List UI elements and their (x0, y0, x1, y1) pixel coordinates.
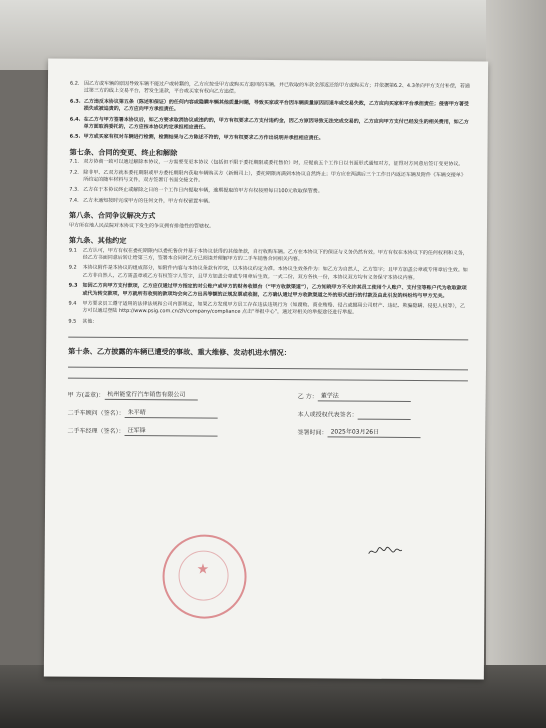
agent-value: 朱平晴 (125, 409, 218, 418)
clause-number: 9.5 (68, 318, 77, 325)
clause-text: 双方协商一致可以通过解除本协议，一方需要变更本协议（包括但不限于委托期限或委托售价）时，应提前五个工作日以书面形式通知对方，征得对方同意后签订变更协议。 (83, 158, 464, 168)
date-label: 签署时间： (297, 429, 328, 437)
clause-number: 6.4. (69, 116, 81, 123)
clause-text: 乙方在于本协议终止或解除之日的一个工作日内提取车辆，逾期提取的甲方有权按照每日100元收取保管费。 (83, 187, 323, 195)
representative-row (298, 407, 468, 420)
background-right (486, 0, 546, 728)
clause-text: 其他： (82, 318, 98, 325)
date-row (298, 425, 468, 438)
clause (69, 265, 469, 283)
clause-number: 7.2. (69, 169, 79, 176)
seal-star-icon: ★ (196, 561, 210, 578)
contract-body (67, 81, 470, 444)
clause-number: 7.4. (69, 197, 79, 204)
agent-label: 二手车顾问（签名）： (67, 409, 125, 418)
clause (68, 283, 468, 301)
representative-label: 本人或授权代表签名： (297, 411, 358, 419)
handwritten-signature (367, 545, 403, 559)
clause-text: 如因乙方向甲方支付款项，乙方应仅通过甲方指定的对公账户或甲方的财务收银台（“甲方收款渠道”），乙方知晓甲方不允许其员工使用个人账户、支付宝等账户代为收取款项或代为转交款项，甲方就所有收到的款项均会向乙方出具等额的正规发票或收据，乙方确认通过甲方收款渠道之外的形式进行的付款及由此引发的纠纷均与甲方无关。 (82, 282, 467, 299)
representative-value (358, 418, 411, 419)
clause-number: 7.1. (69, 158, 80, 165)
clause (68, 301, 468, 319)
date-value: 2025年03月26日 (328, 429, 421, 438)
party-a-value: 杭州能堂行汽车销售有限公司 (104, 391, 197, 400)
clause-number: 6.2. (69, 80, 80, 87)
blank-line (68, 369, 468, 381)
section-8-text: 甲方所在地人民法院对本协议下发生的争议拥有排他性的管辖权。 (68, 222, 215, 230)
contract-page (44, 58, 488, 679)
section-8-title: 第八条、合同争议解决方式 (69, 210, 156, 221)
party-b-label: 乙 方： (297, 393, 318, 401)
clause (70, 116, 470, 134)
manager-row (68, 423, 298, 437)
clause-text: 甲方要求员工遵守适用的法律法规和公司内部规定，如果乙方发现甲方员工存在违法违规行为（如腐败、商业贿赂、侵占或挪用公司财产、违纪、欺骗隐瞒、侵犯人权等），乙方可以通过登陆 http://www.psig.com.cn/zh/company/compliance 点击“举报中心”，通过对相关的举报途径进行举报。 (82, 300, 465, 316)
company-seal (162, 534, 247, 619)
agent-row (68, 405, 298, 419)
clause-number: 9.4 (68, 300, 77, 307)
clause (69, 169, 469, 187)
clause (69, 159, 469, 169)
clause (68, 318, 468, 328)
blank-line (68, 358, 468, 370)
clauses-section-6 (70, 81, 470, 145)
clause-text: 乙方未通知按时完成甲方的任何文件，甲方有权留置车辆。 (83, 197, 214, 205)
party-b-value: 董学法 (318, 393, 411, 402)
signature-block (67, 387, 467, 444)
clause-number: 9.1 (68, 247, 77, 254)
clause (69, 187, 469, 197)
clause (69, 247, 469, 265)
clause-text: 因乙方或车辆的原因导致车辆不能过户或转籍的，乙方应按受甲方或购买方退回的车辆，并已收取的车款全部返还给甲方或购买方；并依据第6.2、4.3条向甲方支付补偿，若通过第三方的线上交易平台，若发生退款，平台或买家有权向乙方追偿。 (83, 80, 470, 96)
clause (70, 134, 470, 144)
clause (69, 197, 469, 207)
clause-number: 7.3. (69, 187, 79, 194)
party-b-column (297, 389, 467, 444)
clause-text: 甲方或买家有权对车辆进行检测，检测结果与乙方陈述不符的，甲方有权要求乙方作出说明并承担相应责任。 (83, 134, 324, 142)
clause-text: 除非甲、乙双方就本委托期限或甲方委托期限内获取车辆购买方（新辑司上），委托期限再满到本协议自然终止；甲方应在两满后三个工作日内返还车辆及附件《车辆交接单》所约定的随车材料与文件，双方签署订书面交接文件。 (83, 169, 466, 184)
party-a-row (68, 387, 298, 401)
party-b-row (298, 389, 468, 402)
clause-text: 本协议附件是本协议的组成部分，如附件内容与本协议条款有冲突，以本协议约定为准。本协议生效条件为：如乙方为自然人，乙方签字；且甲方加盖公章或专用章后生效。如乙方非自然人，乙方需盖章或乙方有权签字人签字，且甲方加盖公章或专用章后生效。一式二份，双方各执一份，本协议双方均有义务保守本协议内容。 (82, 265, 468, 281)
manager-label: 二手车经理（签名）： (67, 427, 125, 436)
party-a-label: 甲 方(盖章)： (67, 391, 105, 400)
party-a-column (67, 387, 297, 443)
section-9-title: 第九条、其他约定 (68, 235, 127, 246)
clause-number: 9.2 (68, 264, 77, 271)
section-7-title: 第七条、合同的变更、终止和解除 (69, 147, 178, 158)
clause (70, 81, 470, 99)
manager-value: 汪军锋 (125, 427, 218, 436)
clause-text: 乙方认可，甲方有权在委托期限内以委托售价并基于本协议获得的其他条款，自行收购车辆。乙方在本协议下的保证与义务仍然有效。甲方有权在本协议下的任何权利和义务，经乙方书面同意后转让给第三方，签署本合同时乙方已阅读并理解甲方的二手车销售合同相关内容。 (82, 247, 468, 263)
clause (70, 98, 470, 116)
clause-text: 乙方违反本协议第五条（陈述和保证）的任何内容或隐瞒车辆其他质量问题，导致买家或平台因车辆质量原因而退车或交易失败，乙方应向买家和平台承担责任；侵害甲方著受损失或被追责的，乙方应向甲方承担责任。 (83, 98, 469, 113)
clause-number: 6.5. (69, 134, 81, 141)
clause-text: 在乙方与甲方签署本协议后，如乙方要求取消协议或违约的，甲方有权要求乙方支付违约金，因乙方原因导致无法完成交易的，乙方应向甲方支付已经发生的相关费用，如乙方单方面取消委托的，乙方应按本协议约定承担相应责任。 (83, 116, 469, 131)
clause-number: 6.3. (69, 98, 81, 105)
section-10-title: 第十条、乙方披露的车辆已遭受的事故、重大维修、发动机进水情况： (68, 346, 291, 358)
blank-line (68, 329, 468, 341)
clause-number: 9.3 (68, 282, 78, 289)
